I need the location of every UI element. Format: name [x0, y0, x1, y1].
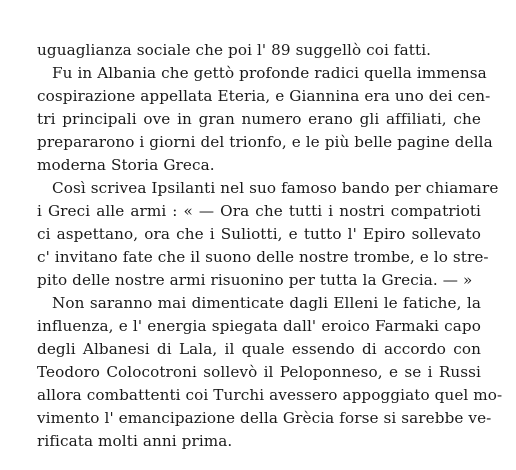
- text-line: vimento l' emancipazione della Grècia forse si sarebbe ve-: [37, 409, 492, 427]
- text-line: Fu in Albania che gettò profonde radici quella immensa: [52, 64, 487, 82]
- text-line: i Greci alle armi : « — Ora che tutti i nostri compatrioti: [37, 202, 481, 220]
- text-line: Teodoro Colocotroni sollevò il Peloponneso, e se i Russi: [37, 363, 481, 381]
- text-line: pito delle nostre armi risuonino per tutta la Grecia. — »: [37, 271, 473, 289]
- text-line: ci aspettano, ora che i Suliotti, e tutto l' Epiro sollevato: [37, 225, 481, 243]
- text-line: allora combattenti coi Turchi avessero appoggiato quel mo-: [37, 386, 503, 404]
- text-line: influenza, e l' energia spiegata dall' eroico Farmaki capo: [37, 317, 481, 335]
- text-line: cospirazione appellata Eteria, e Giannina era uno dei cen-: [37, 87, 491, 105]
- text-line: Così scrivea Ipsilanti nel suo famoso bando per chiamare: [52, 179, 499, 197]
- text-line: rificata molti anni prima.: [37, 432, 233, 450]
- text-line: Non saranno mai dimenticate dagli Elleni le fatiche, la: [52, 294, 481, 312]
- text-line: tri principali ove in gran numero erano gli affiliati, che: [37, 110, 481, 128]
- text-line: degli Albanesi di Lala, il quale essendo di accordo con: [37, 340, 481, 358]
- text-line: c' invitano fate che il suono delle nostre trombe, e lo stre-: [37, 248, 489, 266]
- text-line: uguaglianza sociale che poi l' 89 suggellò coi fatti.: [37, 41, 432, 59]
- text-line: prepararono i giorni del trionfo, e le più belle pagine della: [37, 133, 493, 151]
- text-line: moderna Storia Greca.: [37, 156, 215, 174]
